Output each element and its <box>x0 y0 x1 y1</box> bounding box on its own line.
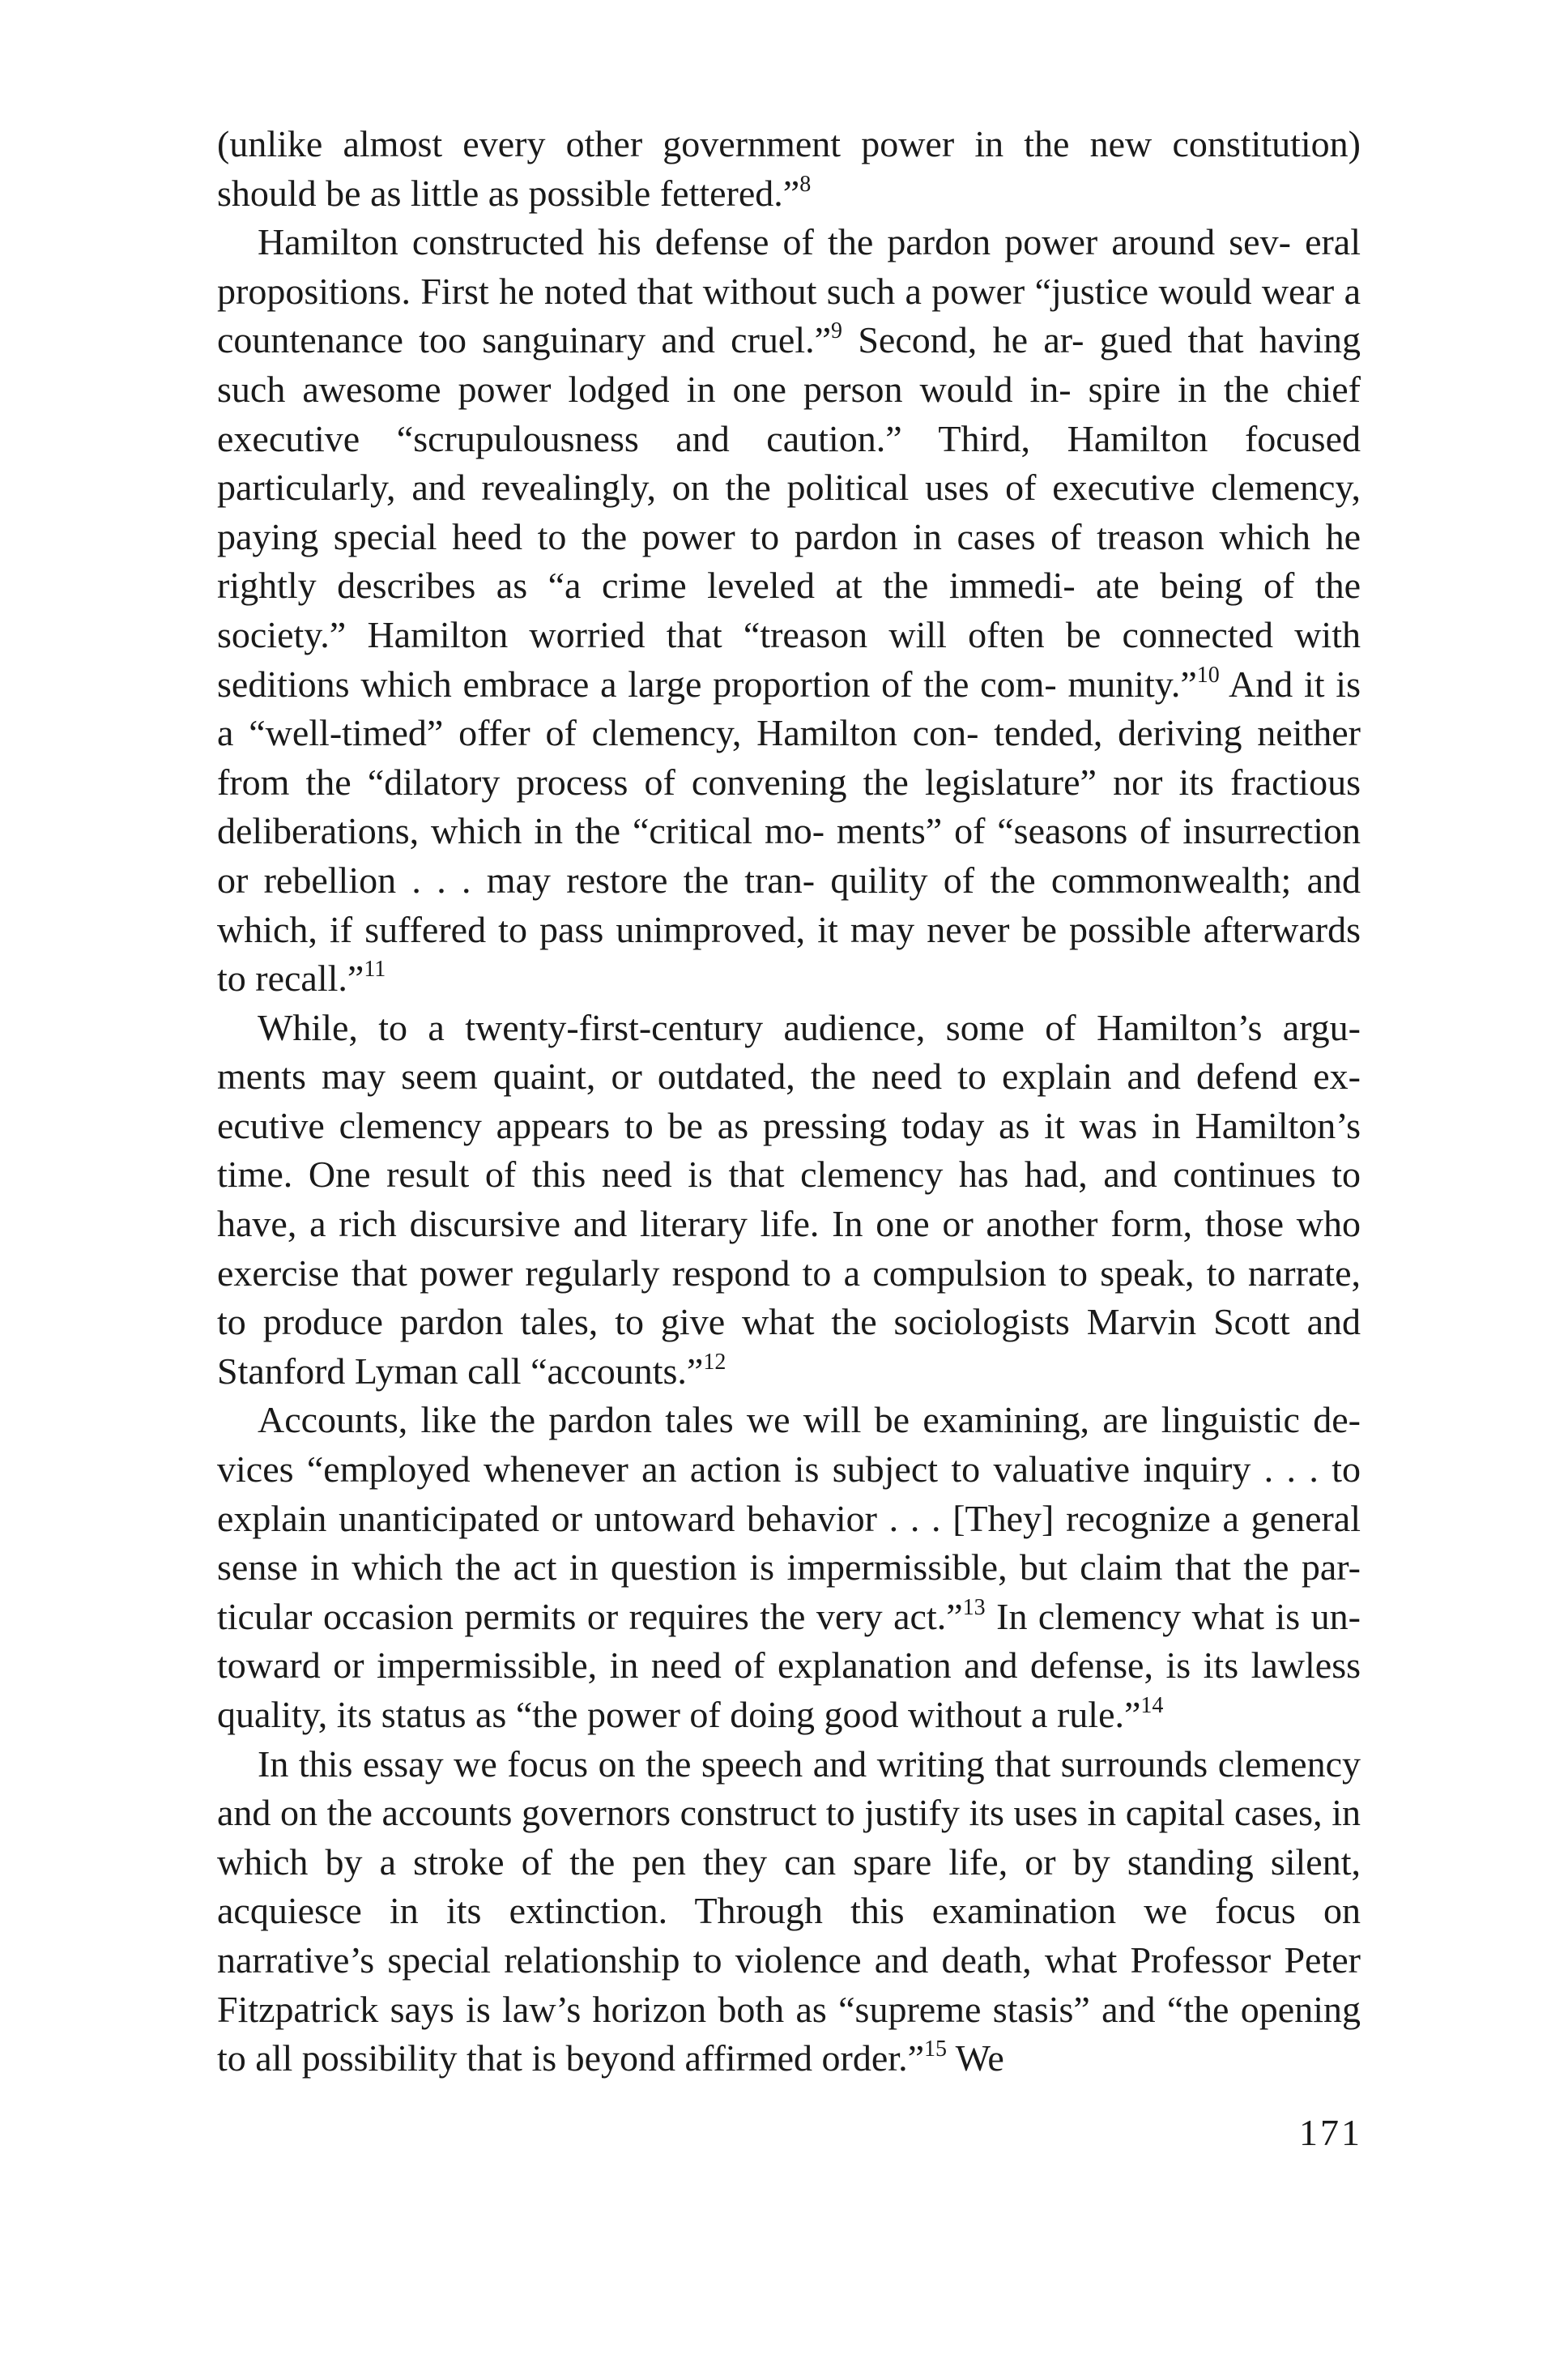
footnote-ref-10: 10 <box>1196 662 1220 688</box>
paragraph-2 <box>217 218 1361 1004</box>
page-body <box>217 120 1361 2083</box>
text-segment: (unlike almost every other government power in the new constitution) should be as little as possible fettered.” <box>217 123 1361 214</box>
text-segment: We <box>947 2037 1004 2079</box>
footnote-ref-9: 9 <box>831 318 843 344</box>
text-segment: In this essay we focus on the speech and writing that surrounds clemency and on the accounts governors construct to justify its uses in capital cases, in which by a stroke of the pen they can spare life, or by standing silent, acquiesce in its extinction. Through this examination we focus on narrative’s special relationship to violence and death, what Professor Peter Fitzpatrick says is law’s horizon both as “supreme stasis” and “the opening to all possibility that is beyond affirmed order.” <box>217 1742 1361 2079</box>
footnote-ref-8: 8 <box>799 171 812 197</box>
footnote-ref-14: 14 <box>1140 1693 1164 1718</box>
footnote-ref-13: 13 <box>962 1594 986 1620</box>
page-number: 171 <box>1299 2112 1362 2153</box>
paragraph-3 <box>217 1004 1361 1397</box>
paragraph-1 <box>217 120 1361 218</box>
text-segment: Accounts, like the pardon tales we will be examining, are linguistic de- vices “employed whenever an action is subject to valuative inquiry . . . to explain unanticipated or untoward behavior . . . [They] recognize a general sense in which the act in question is impermissible, but claim that the par- ticular occasion permits or requires the very act.” <box>217 1399 1361 1637</box>
text-segment: In clemency what is un- toward or impermissible, in need of explanation and defense, is its lawless quality, its status as “the power of doing good without a rule.” <box>217 1595 1361 1735</box>
text-segment: Hamilton constructed his defense of the pardon power around sev- eral propositions. First he noted that without such a power “justice would wear a countenance too sanguinary and cruel.” <box>217 221 1361 361</box>
text-segment: While, to a twenty-first-century audience, some of Hamilton’s argu- ments may seem quaint, or outdated, the need to explain and defend ex- ecutive clemency appears to be as pressing today as it was in Hamilton’s time. One result of this need is that clemency has had, and continues to have, a rich discursive and literary life. In one or another form, those who exercise that power regularly respond to a compulsion to speak, to narrate, to produce pardon tales, to give what the sociologists Marvin Scott and Stanford Lyman call “accounts.” <box>217 1006 1361 1392</box>
footnote-ref-11: 11 <box>364 957 386 983</box>
footnote-ref-12: 12 <box>703 1349 726 1375</box>
footnote-ref-15: 15 <box>924 2036 947 2062</box>
paragraph-5 <box>217 1740 1361 2083</box>
paragraph-4 <box>217 1396 1361 1739</box>
text-segment: And it is a “well-timed” offer of clemency, Hamilton con- tended, deriving neither from the “dilatory process of convening the legislature” nor its fractious deliberations, which in the “critical mo- ments” of “seasons of insurrection or rebellion . . . may restore the tran- quility of the commonwealth; and which, if suffered to pass unimproved, it may never be possible afterwards to recall.” <box>217 663 1361 1000</box>
text-segment: Second, he ar- gued that having such awesome power lodged in one person would in- spire in the chief executive “scrupulousness and caution.” Third, Hamilton focused particularly, and revealingly, on the political uses of executive clemency, paying special heed to the power to pardon in cases of treason which he rightly describes as “a crime leveled at the immedi- ate being of the society.” Hamilton worried that “treason will often be connected with seditions which embrace a large proportion of the com- munity.” <box>217 319 1361 705</box>
